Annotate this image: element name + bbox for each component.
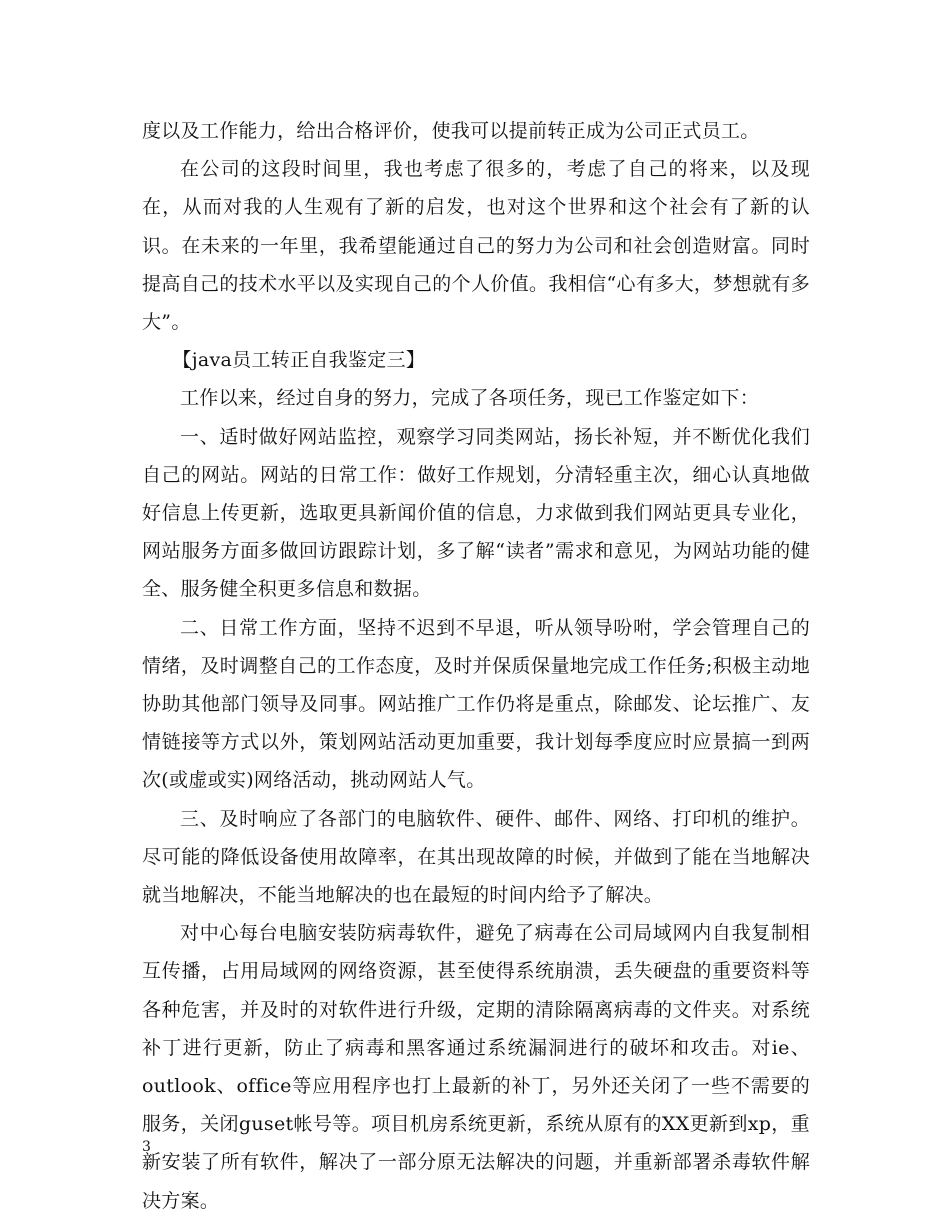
section-heading: 【java员工转正自我鉴定三】 <box>172 349 426 372</box>
paragraph-item-two: 二、日常工作方面，坚持不迟到不早退，听从领导吩咐，学会管理自己的情绪，及时调整自己的工作态度，及时并保质保量地完成工作任务;积极主动地协助其他部门领导及同事。网站推广工作仍将是重点，除邮发、论坛推广、友情链接等方式以外，策划网站活动更加重要，我计划每季度应时应景搞一到两次(或虚或实)网络活动，挑动网站人气。 <box>142 616 810 792</box>
paragraph-continuation: 度以及工作能力，给出合格评价，使我可以提前转正成为公司正式员工。 <box>142 120 760 142</box>
paragraph-antivirus: 对中心每台电脑安装防病毒软件，避免了病毒在公司局域网内自我复制相互传播，占用局域网的网络资源，甚至使得系统崩溃，丢失硬盘的重要资料等各种危害，并及时的对软件进行升级，定期的清除隔离病毒的文件夹。对系统补丁进行更新，防止了病毒和黑客通过系统漏洞进行的破坏和攻击。对ie、outlook、office等应用程序也打上最新的补丁，另外还关闭了一些不需要的服务，关闭guset帐号等。项目机房系统更新，系统从原有的XX更新到xp，重新安装了所有软件，解决了一部分原无法解决的问题，并重新部署杀毒软件解决方案。 <box>142 922 810 1212</box>
document-body <box>142 112 810 1220</box>
page-number: 3 <box>142 1139 151 1155</box>
paragraph-intro: 工作以来，经过自身的努力，完成了各项任务，现已工作鉴定如下： <box>180 387 760 410</box>
paragraph-item-one: 一、适时做好网站监控，观察学习同类网站，扬长补短，并不断优化我们自己的网站。网站的日常工作：做好工作规划，分清轻重主次，细心认真地做好信息上传更新，选取更具新闻价值的信息，力求做到我们网站更具专业化，网站服务方面多做回访跟踪计划，多了解“读者”需求和意见，为网站功能的健全、服务健全积更多信息和数据。 <box>142 425 810 601</box>
paragraph-item-three: 三、及时响应了各部门的电脑软件、硬件、邮件、网络、打印机的维护。尽可能的降低设备使用故障率，在其出现故障的时候，并做到了能在当地解决就当地解决，不能当地解决的也在最短的时间内给予了解决。 <box>142 807 810 907</box>
paragraph-reflection: 在公司的这段时间里，我也考虑了很多的，考虑了自己的将来，以及现在，从而对我的人生观有了新的启发，也对这个世界和这个社会有了新的认识。在未来的一年里，我希望能通过自己的努力为公司和社会创造财富。同时提高自己的技术水平以及实现自己的个人价值。我相信“心有多大，梦想就有多大”。 <box>142 158 810 334</box>
